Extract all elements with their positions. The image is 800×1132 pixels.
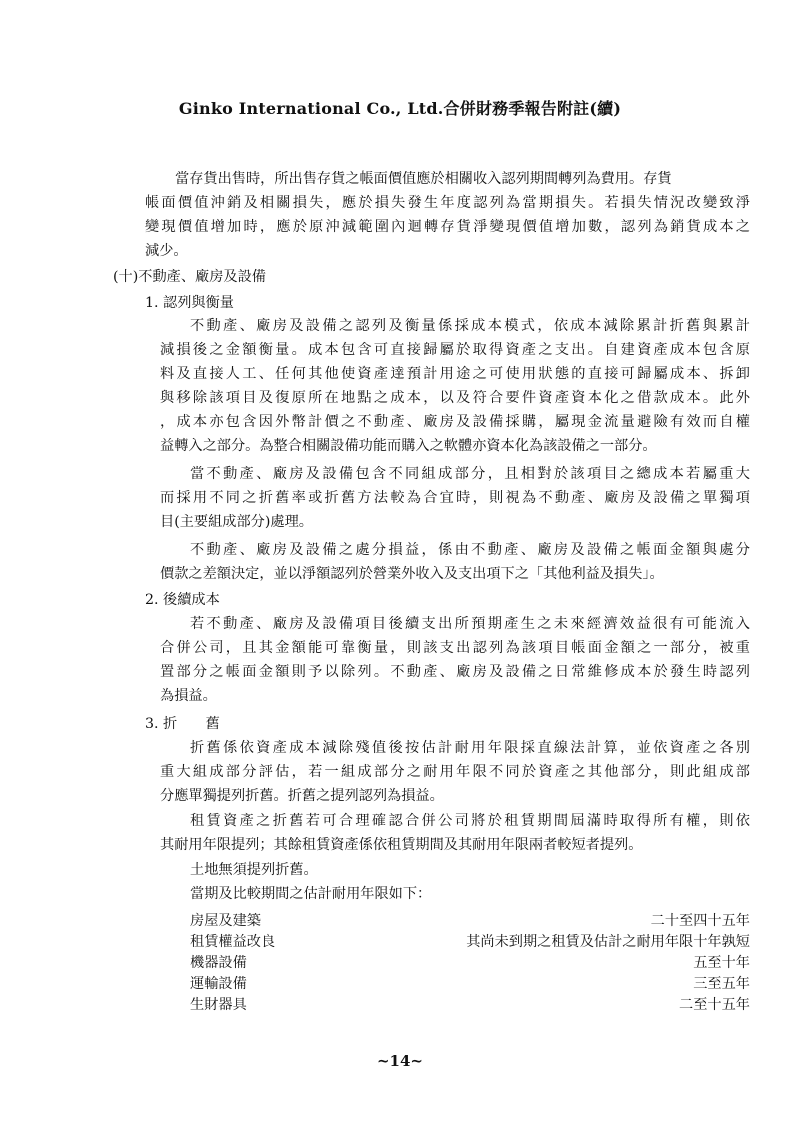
recognition-p1-line-6: 益轉入之部分。為整合相關設備功能而購入之軟體亦資本化為該設備之一部分。: [160, 438, 657, 454]
asset-name: 房屋及建築: [190, 913, 261, 929]
asset-name: 運輸設備: [190, 976, 247, 992]
subsection-heading-depreciation: 3. 折 舊: [145, 716, 220, 732]
asset-life: 五至十年: [693, 955, 750, 971]
depreciation-p2-line-2: 其耐用年限提列；其餘租賃資產係依租賃期間及其耐用年限兩者較短者提列。: [160, 837, 643, 853]
recognition-p3-line-1: 不動產、廠房及設備之處分損益，係由不動產、廠房及設備之帳面金額與處分: [190, 542, 750, 558]
table-row: [190, 931, 750, 949]
inventory-line-4: 減少。: [145, 243, 188, 259]
depreciation-p1-line-1: 折舊係依資產成本減除殘值後按估計耐用年限採直線法計算，並依資產之各別: [190, 740, 750, 756]
asset-life: 二十至四十五年: [650, 913, 750, 929]
depreciation-p1-line-3: 分應單獨提列折舊。折舊之提列認列為損益。: [160, 788, 444, 804]
recognition-p1-line-1: 不動產、廠房及設備之認列及衡量係採成本模式，依成本減除累計折舊與累計: [190, 318, 750, 334]
recognition-p1-line-3: 料及直接人工、任何其他使資產達預計用途之可使用狀態的直接可歸屬成本、拆卸: [160, 366, 750, 382]
section-heading-ppe: (十)不動產、廠房及設備: [113, 269, 266, 285]
asset-name: 租賃權益改良: [190, 934, 276, 950]
subsequent-line-2: 合併公司，且其金額能可靠衡量，則該支出認列為該項目帳面金額之一部分，被重: [160, 640, 750, 656]
subsection-heading-recognition: 1. 認列與衡量: [145, 295, 234, 311]
subsection-heading-subsequent-cost: 2. 後續成本: [145, 592, 220, 608]
depreciation-p1-line-2: 重大組成部分評估，若一組成部分之耐用年限不同於資產之其他部分，則此組成部: [160, 764, 750, 780]
table-row: [190, 973, 750, 991]
inventory-line-1: 當存貨出售時，所出售存貨之帳面價值應於相關收入認列期間轉列為費用。存貨: [175, 171, 672, 187]
page-number: ~14~: [376, 1052, 423, 1070]
asset-life: 三至五年: [693, 976, 750, 992]
asset-life: 二至十五年: [679, 997, 750, 1013]
recognition-p1-line-4: 與移除該項目及復原所在地點之成本，以及符合要件資產資本化之借款成本。此外: [160, 390, 750, 406]
asset-life: 其尚未到期之租賃及估計之耐用年限十年孰短: [466, 934, 750, 950]
inventory-line-2: 帳面價值沖銷及相關損失，應於損失發生年度認列為當期損失。若損失情況改變致淨: [145, 195, 750, 211]
asset-name: 機器設備: [190, 955, 247, 971]
recognition-p2-line-3: 目(主要組成部分)處理。: [160, 514, 313, 530]
table-row: [190, 994, 750, 1012]
inventory-line-3: 變現價值增加時，應於原沖減範圍內迴轉存貨淨變現價值增加數，認列為銷貨成本之: [145, 219, 750, 235]
table-row: [190, 952, 750, 970]
recognition-p1-line-2: 減損後之金額衡量。成本包含可直接歸屬於取得資產之支出。自建資產成本包含原: [160, 342, 750, 358]
subsequent-line-1: 若不動產、廠房及設備項目後續支出所預期產生之未來經濟效益很有可能流入: [190, 616, 750, 632]
recognition-p2-line-2: 而採用不同之折舊率或折舊方法較為合宜時，則視為不動產、廠房及設備之單獨項: [160, 490, 750, 506]
subsequent-line-4: 為損益。: [160, 688, 217, 704]
asset-name: 生財器具: [190, 997, 247, 1013]
page-title: Ginko International Co., Ltd.合併財務季報告附註(續): [178, 99, 622, 118]
recognition-p1-line-5: ，成本亦包含因外幣計價之不動產、廠房及設備採購，屬現金流量避險有效而自權: [160, 414, 750, 430]
table-row: [190, 910, 750, 928]
land-note: 土地無須提列折舊。: [190, 862, 318, 878]
useful-life-intro: 當期及比較期間之估計耐用年限如下：: [190, 886, 432, 902]
depreciation-p2-line-1: 租賃資產之折舊若可合理確認合併公司將於租賃期間屆滿時取得所有權，則依: [190, 813, 750, 829]
subsequent-line-3: 置部分之帳面金額則予以除列。不動產、廠房及設備之日常維修成本於發生時認列: [160, 664, 750, 680]
recognition-p2-line-1: 當不動產、廠房及設備包含不同組成部分，且相對於該項目之總成本若屬重大: [190, 466, 750, 482]
recognition-p3-line-2: 價款之差額決定，並以淨額認列於營業外收入及支出項下之「其他利益及損失」。: [160, 566, 664, 582]
